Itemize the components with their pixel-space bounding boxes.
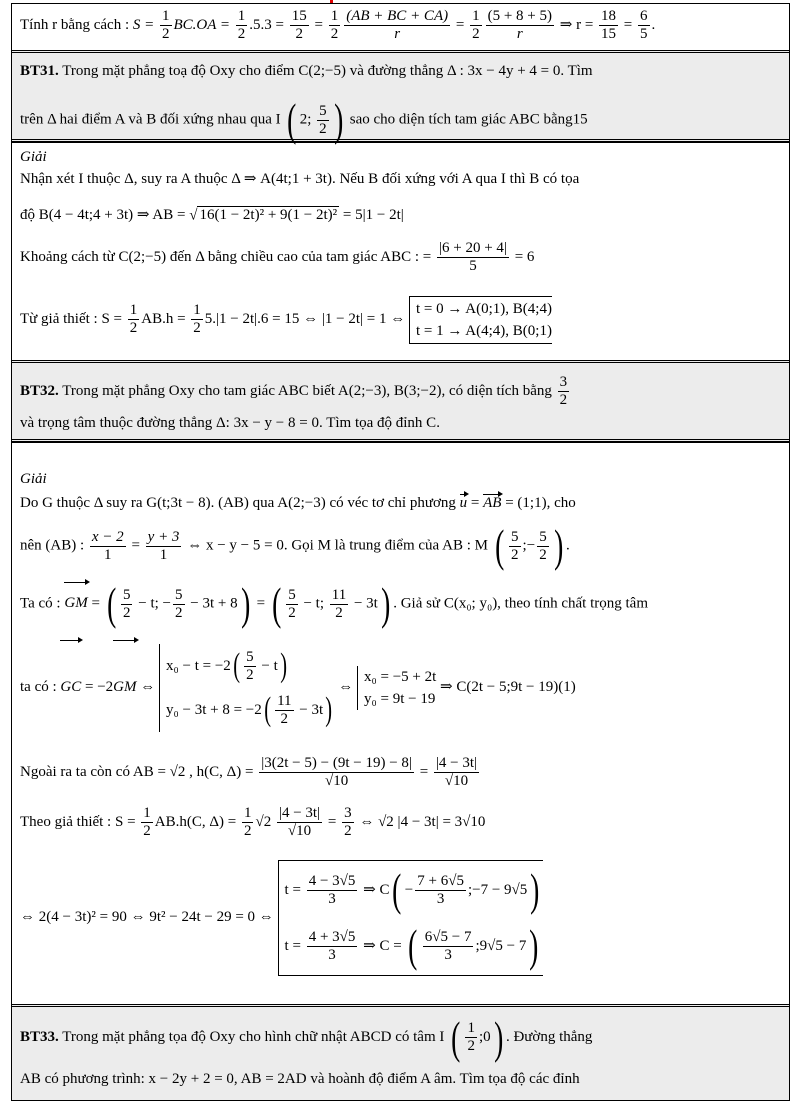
bt33-line2: AB có phương trình: x − 2y + 2 = 0, AB = 2AD và hoành độ điểm A âm. Tìm tọa độ các đỉnh [20,1071,580,1087]
sol32-line7: ⇔ 2(4 − 3t)² = 90 ⇔ 9t² − 24t − 29 = 0 ⇔ t = $\frac{4 - 3√5}{3}$ ⇒ C( − $\frac{7 + 6√5}{3}$ ;−7 − 9√5) t = $\frac{4 + 3√5}{3}$ ⇒ C = ( $\frac{6√5 - 7}{3}$ ;9√5 − 7) [20,853,781,981]
sol32-line4: ta có : GC = −2GM ⇔ x₀ − t = −2( $\frac{5}{2}$ − t) y₀ − 3t + 8 = −2( $\frac{11}{2}$ − 3t) ⇔ x₀ = −5 + 2t y₀ = 9t − 19 ⇒ C(2t − 5;9t − 19)(1) [20,639,781,735]
bt32-label: BT32. [20,383,59,399]
sol32-cases: t = $\frac{4 - 3√5}{3}$ ⇒ C( − $\frac{7 + 6√5}{3}$ ;−7 − 9√5) t = $\frac{4 + 3√5}{3}$ ⇒ C = ( $\frac{6√5 - 7}{3}$ ;9√5 − 7) [278,860,543,976]
sol32-line2: nên (AB) : $\frac{x - 2}{1}$ = $\frac{y + 3}{1}$ ⇔ x − y − 5 = 0. Gọi M là trung điểm của AB : M ( $\frac{5}{2}$ ;− $\frac{5}{2}$ ) . [20,520,570,571]
exercise-bt32 [12,360,789,442]
sol32-line6: Theo giả thiết : S = $\frac{1}{2}$ AB.h(C, Δ) = $\frac{1}{2}$ √2 $\frac{|4 - 3t|}{√10}$ = $\frac{3}{2}$ ⇔ √2 |4 − 3t| = 3√10 [20,805,486,840]
bt33-line1: BT33. Trong mặt phẳng tọa độ Oxy cho hình chữ nhật ABCD có tâm I ( $\frac{1}{2}$ ;0) . Đường thẳng [20,1011,593,1063]
sol31-title: Giải [20,149,47,165]
sol31-cases: t = 0 → A(0;1), B(4;4) t = 1 → A(4;4), B(0;1) [409,296,552,344]
sol32-line5: Ngoài ra ta còn có AB = √2 , h(C, Δ) = $\frac{|3(2t - 5) - (9t - 19) - 8|}{√10}$ = $\frac{|4 - 3t|}{√10}$ [20,755,478,790]
sol31-line4: Từ giả thiết : S = $\frac{1}{2}$ AB.h = $\frac{1}{2}$ 5.|1 − 2t|.6 = 15 ⇔ |1 − 2t| = 1 ⇔ t = 0 → A(0;1), B(4;4) t = 1 → A(4;4), B(0;1) [20,291,781,347]
exercise-bt31 [12,50,789,145]
bt32-line2: và trọng tâm thuộc đường thẳng Δ: 3x − y − 8 = 0. Tìm tọa độ đỉnh C. [20,415,440,431]
sol32-system2: x₀ = −5 + 2t y₀ = 9t − 19 [357,666,436,710]
bt32-line1: BT32. Trong mặt phẳng Oxy cho tam giác ABC biết A(2;−3), B(3;−2), có diện tích bằng $\frac{3}{2}$ [20,374,568,409]
sol31-line1: Nhận xét I thuộc Δ, suy ra A thuộc Δ ⇒ A(4t;1 + 3t). Nếu B đối xứng với A qua I thì B có tọa [20,171,580,187]
sol32-line3: Ta có : GM = ( $\frac{5}{2}$ − t; − $\frac{5}{2}$ − 3t + 8) = ( $\frac{5}{2}$ − t; $\frac{11}{2}$ − 3t) . Giả sử C(x₀; y₀), theo tính chất trọng tâm [20,578,648,629]
bt31-line1: BT31. Trong mặt phẳng toạ độ Oxy cho điểm C(2;−5) và đường thẳng Δ : 3x − 4y + 4 = 0. Tìm [20,63,593,79]
bt31-label: BT31. [20,63,59,79]
content-table [11,3,790,1101]
r-formula-row [12,4,789,50]
sol32-title: Giải [20,471,47,487]
bt31-line2: trên Δ hai điểm A và B đối xứng nhau qua I ( 2; $\frac{5}{2}$ ) sao cho diện tích tam giác ABC bằng15 [20,94,588,145]
sol32-system1: x₀ − t = −2( $\frac{5}{2}$ − t) y₀ − 3t + 8 = −2( $\frac{11}{2}$ − 3t) [159,644,335,732]
sol31-line2: độ B(4 − 4t;4 + 3t) ⇒ AB = √ 16(1 − 2t)² + 9(1 − 2t)² = 5|1 − 2t| [20,207,404,224]
solution-bt32 [12,442,789,1004]
sol32-line1: Do G thuộc Δ suy ra G(t;3t − 8). (AB) qua A(2;−3) có véc tơ chỉ phương u = AB = (1;1), cho [20,495,576,511]
exercise-bt33 [12,1004,789,1100]
sol31-line3: Khoảng cách từ C(2;−5) đến Δ bằng chiều cao của tam giác ABC : = $\frac{|6 + 20 + 4|}{5}$ = 6 [20,240,535,275]
solution-bt31 [12,142,789,360]
bt33-label: BT33. [20,1029,59,1045]
r-formula: Tính r bằng cách : S = $\frac{1}{2}$ BC.OA = $\frac{1}{2}$ .5.3 = $\frac{15}{2}$ = $\frac{1}{2}$ $\frac{(AB + BC + CA)}{r}$ = $\frac{1}{2}$ $\frac{(5 + 8 + 5)}{r}$ ⇒ r = $\frac{18}{15}$ = $\frac{6}{5}$ . [20,8,656,43]
